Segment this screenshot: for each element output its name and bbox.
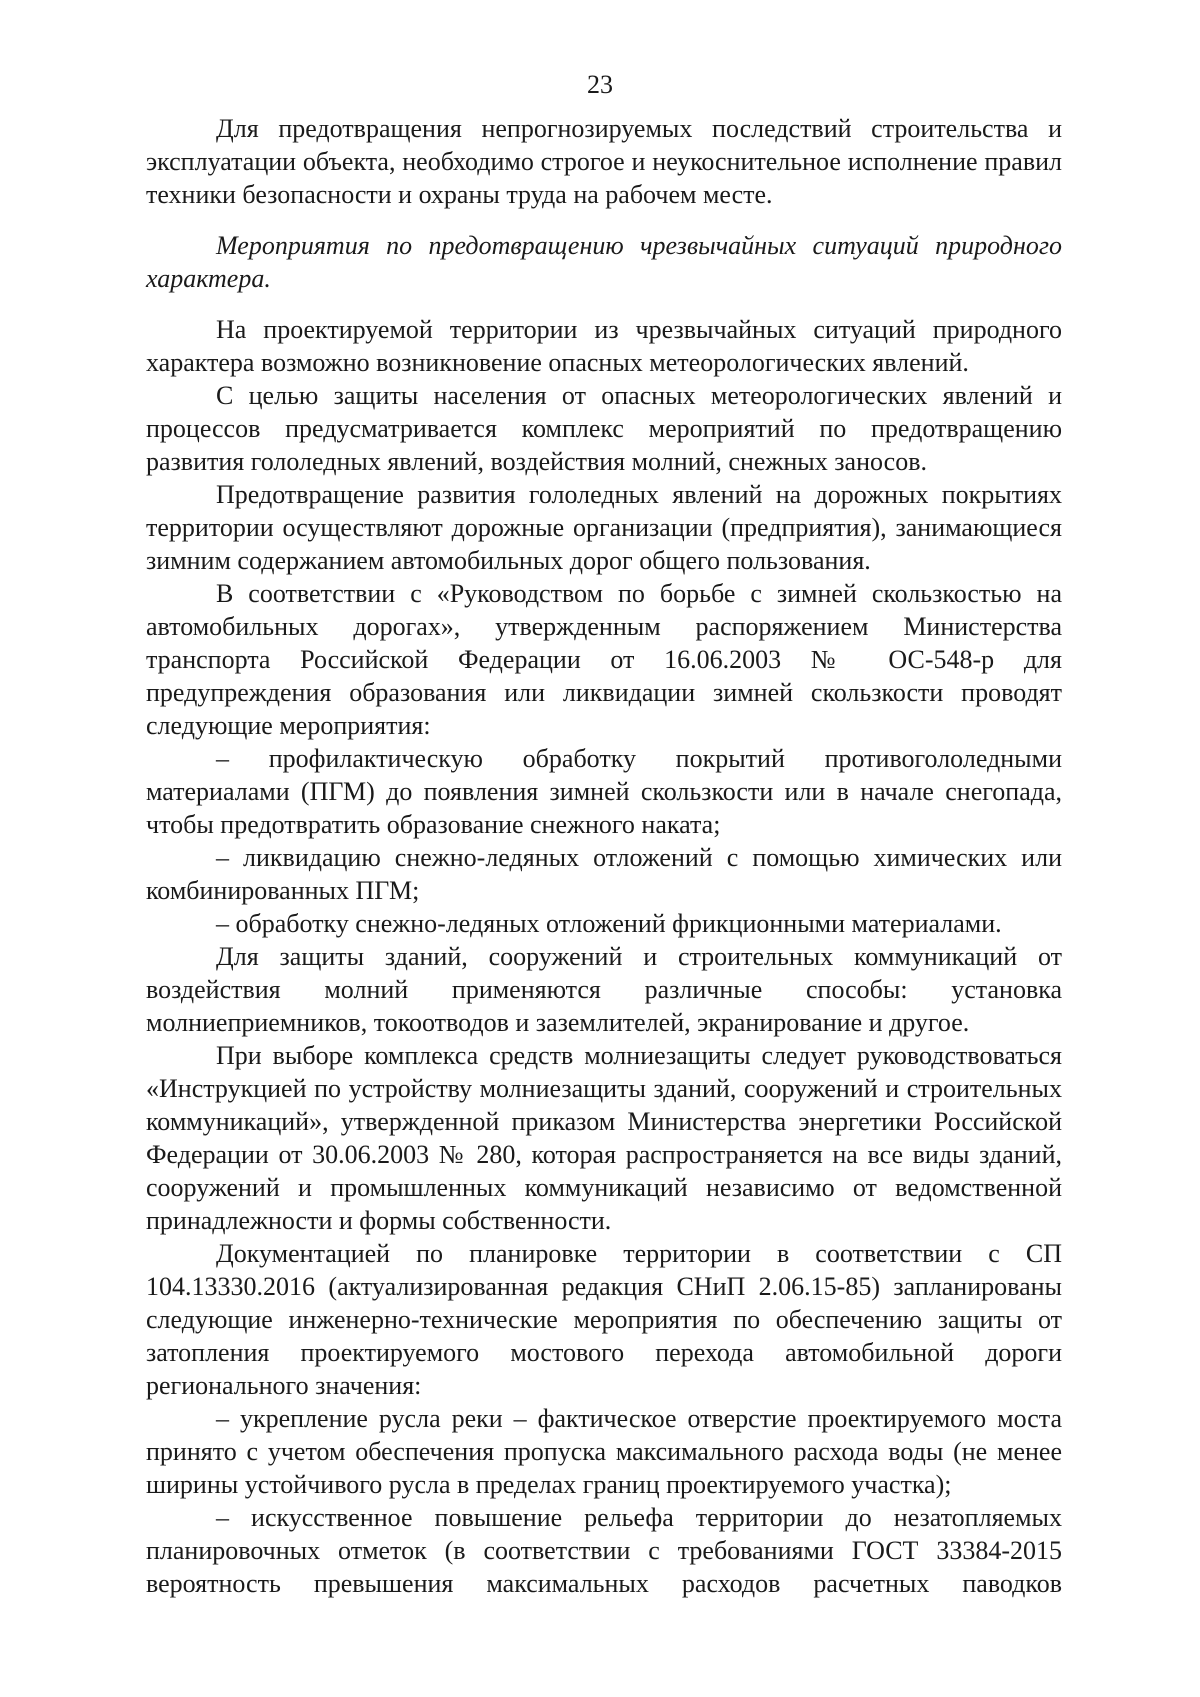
paragraph-flood-protection-planning: Документацией по планировке территории в соответствии с СП 104.13330.2016 (актуализированная редакция СНиП 2.06.15-85) запланированы следующие инженерно-технические мероприятия по обеспечению защиты от затопления проектируемого мостового перехода автомобильной дороги регионального значения: xyxy=(146,1239,1062,1400)
paragraph-lightning-protection: Для защиты зданий, сооружений и строительных коммуникаций от воздействия молний применяются различные способы: установка молниеприемников, токоотводов и заземлителей, экранирование и другое. xyxy=(146,942,1062,1037)
page-number: 23 xyxy=(587,70,613,99)
paragraph-meteorological-hazards: На проектируемой территории из чрезвычайных ситуаций природного характера возможно возникновение опасных метеорологических явлений. xyxy=(146,315,1062,377)
paragraph-safety-rules: Для предотвращения непрогнозируемых последствий строительства и эксплуатации объекта, необходимо строгое и неукоснительное исполнение правил техники безопасности и охраны труда на рабочем месте. xyxy=(146,114,1062,209)
paragraph-winter-slipperiness-guide: В соответствии с «Руководством по борьбе с зимней скользкостью на автомобильных дорогах», утвержденным распоряжением Министерства транспорта Российской Федерации от 16.06.2003 № ОС-548-р для предупреждения образования или ликвидации зимней скользкости проводят следующие мероприятия: xyxy=(146,579,1062,740)
section-heading-natural-emergencies: Мероприятия по предотвращению чрезвычайных ситуаций природного характера. xyxy=(146,231,1062,293)
list-item-riverbed-reinforcement: – укрепление русла реки – фактическое отверстие проектируемого моста принято с учетом обеспечения пропуска максимального расхода воды (не менее ширины устойчивого русла в пределах границ проектируемого участка); xyxy=(146,1404,1062,1499)
paragraph-protection-measures: С целью защиты населения от опасных метеорологических явлений и процессов предусматривается комплекс мероприятий по предотвращению развития гололедных явлений, воздействия молний, снежных заносов. xyxy=(146,381,1062,476)
list-item-preventive-treatment: – профилактическую обработку покрытий противогололедными материалами (ПГМ) до появления зимней скользкости или в начале снегопада, чтобы предотвратить образование снежного наката; xyxy=(146,744,1062,839)
document-body xyxy=(146,112,1062,1600)
list-item-chemical-removal: – ликвидацию снежно-ледяных отложений с помощью химических или комбинированных ПГМ; xyxy=(146,843,1062,905)
paragraph-lightning-instruction: При выборе комплекса средств молниезащиты следует руководствоваться «Инструкцией по устройству молниезащиты зданий, сооружений и строительных коммуникаций», утвержденной приказом Министерства энергетики Российской Федерации от 30.06.2003 № 280, которая распространяется на все виды зданий, сооружений и промышленных коммуникаций независимо от ведомственной принадлежности и формы собственности. xyxy=(146,1041,1062,1235)
paragraph-ice-prevention: Предотвращение развития гололедных явлений на дорожных покрытиях территории осуществляют дорожные организации (предприятия), занимающиеся зимним содержанием автомобильных дорог общего пользования. xyxy=(146,480,1062,575)
list-item-friction-materials: – обработку снежно-ледяных отложений фрикционными материалами. xyxy=(216,909,1002,938)
list-item-terrain-raising: – искусственное повышение рельефа территории до незатопляемых планировочных отметок (в соответствии с требованиями ГОСТ 33384-2015 вероятность превышения максимальных расходов расчетных паводков xyxy=(146,1503,1062,1598)
